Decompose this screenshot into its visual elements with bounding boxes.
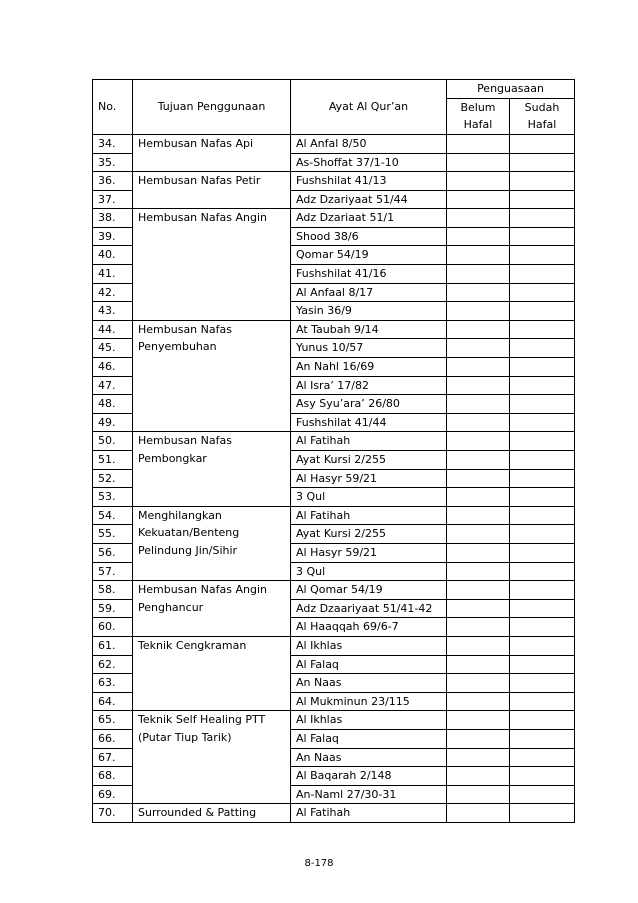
not-memorized-cell[interactable] — [447, 320, 510, 339]
row-number: 35. — [93, 153, 133, 172]
row-number: 61. — [93, 636, 133, 655]
row-number: 45. — [93, 339, 133, 358]
not-memorized-cell[interactable] — [447, 209, 510, 228]
purpose-cell — [133, 506, 291, 580]
memorized-cell[interactable] — [510, 711, 575, 730]
purpose-line: Penyembuhan — [138, 340, 217, 354]
table-row — [93, 172, 575, 191]
verse-cell: Ayat Kursi 2/255 — [291, 525, 447, 544]
row-number: 40. — [93, 246, 133, 265]
row-number: 64. — [93, 692, 133, 711]
memorized-cell[interactable] — [510, 283, 575, 302]
memorized-cell[interactable] — [510, 134, 575, 153]
row-number: 43. — [93, 302, 133, 321]
row-number: 48. — [93, 395, 133, 414]
table-row — [93, 506, 575, 525]
not-memorized-cell[interactable] — [447, 599, 510, 618]
verse-cell: Yasin 36/9 — [291, 302, 447, 321]
memorized-cell[interactable] — [510, 525, 575, 544]
verse-cell: Al Hasyr 59/21 — [291, 469, 447, 488]
verse-cell: 3 Qul — [291, 562, 447, 581]
table-row — [93, 209, 575, 228]
purpose-line: Hembusan Nafas — [138, 322, 232, 336]
memorized-cell[interactable] — [510, 767, 575, 786]
memorized-cell[interactable] — [510, 804, 575, 823]
not-memorized-cell[interactable] — [447, 227, 510, 246]
not-memorized-cell[interactable] — [447, 748, 510, 767]
memorization-table — [92, 79, 575, 823]
verse-cell: 3 Qul — [291, 488, 447, 507]
purpose-cell — [133, 711, 291, 804]
row-number: 55. — [93, 525, 133, 544]
row-number: 38. — [93, 209, 133, 228]
not-memorized-cell[interactable] — [447, 506, 510, 525]
header-purpose: Tujuan Penggunaan — [133, 80, 291, 135]
header-verse: Ayat Al Qur’an — [291, 80, 447, 135]
not-memorized-cell[interactable] — [447, 655, 510, 674]
row-number: 58. — [93, 581, 133, 600]
verse-cell: Al Fatihah — [291, 432, 447, 451]
purpose-line: Hembusan Nafas Angin — [138, 583, 267, 597]
memorized-cell[interactable] — [510, 265, 575, 284]
memorized-cell[interactable] — [510, 413, 575, 432]
memorized-cell[interactable] — [510, 692, 575, 711]
row-number: 66. — [93, 729, 133, 748]
memorized-cell[interactable] — [510, 655, 575, 674]
row-number: 50. — [93, 432, 133, 451]
not-memorized-cell[interactable] — [447, 246, 510, 265]
row-number: 62. — [93, 655, 133, 674]
verse-cell: Yunus 10/57 — [291, 339, 447, 358]
verse-cell: Al Haaqqah 69/6-7 — [291, 618, 447, 637]
memorized-cell[interactable] — [510, 432, 575, 451]
not-memorized-cell[interactable] — [447, 674, 510, 693]
verse-cell: Al Ikhlas — [291, 636, 447, 655]
verse-cell: Asy Syu’ara’ 26/80 — [291, 395, 447, 414]
memorized-cell[interactable] — [510, 246, 575, 265]
header-not-memorized: Belum — [447, 99, 510, 117]
verse-cell: Al Fatihah — [291, 506, 447, 525]
purpose-line: Menghilangkan — [138, 508, 222, 522]
verse-cell: Al Isra’ 17/82 — [291, 376, 447, 395]
not-memorized-cell[interactable] — [447, 302, 510, 321]
purpose-line: Pelindung Jin/Sihir — [138, 543, 238, 557]
purpose-cell — [133, 804, 291, 823]
verse-cell: Al Anfaal 8/17 — [291, 283, 447, 302]
not-memorized-cell[interactable] — [447, 525, 510, 544]
table-row — [93, 711, 575, 730]
verse-cell: Adz Dzariyaat 51/44 — [291, 190, 447, 209]
not-memorized-cell[interactable] — [447, 488, 510, 507]
page-number: 8-178 — [304, 858, 334, 869]
row-number: 59. — [93, 599, 133, 618]
memorized-cell[interactable] — [510, 543, 575, 562]
header-memorized: Sudah — [510, 99, 575, 117]
row-number: 68. — [93, 767, 133, 786]
purpose-line: Hembusan Nafas Api — [138, 136, 254, 150]
not-memorized-cell[interactable] — [447, 283, 510, 302]
not-memorized-cell[interactable] — [447, 767, 510, 786]
verse-cell: Al Anfal 8/50 — [291, 134, 447, 153]
verse-cell: Al Mukminun 23/115 — [291, 692, 447, 711]
purpose-cell — [133, 172, 291, 209]
header-mastery: Penguasaan — [447, 80, 575, 99]
memorized-cell[interactable] — [510, 172, 575, 191]
memorized-cell[interactable] — [510, 469, 575, 488]
memorized-cell[interactable] — [510, 506, 575, 525]
memorized-cell[interactable] — [510, 581, 575, 600]
memorized-cell[interactable] — [510, 376, 575, 395]
memorized-cell[interactable] — [510, 190, 575, 209]
row-number: 37. — [93, 190, 133, 209]
row-number: 47. — [93, 376, 133, 395]
row-number: 69. — [93, 785, 133, 804]
memorized-cell[interactable] — [510, 153, 575, 172]
not-memorized-cell[interactable] — [447, 451, 510, 470]
not-memorized-cell[interactable] — [447, 711, 510, 730]
memorized-cell[interactable] — [510, 785, 575, 804]
not-memorized-cell[interactable] — [447, 190, 510, 209]
row-number: 41. — [93, 265, 133, 284]
verse-cell: An Naas — [291, 674, 447, 693]
purpose-line: Teknik Cengkraman — [138, 638, 247, 652]
row-number: 56. — [93, 543, 133, 562]
purpose-cell — [133, 636, 291, 710]
verse-cell: Fushshilat 41/16 — [291, 265, 447, 284]
row-number: 57. — [93, 562, 133, 581]
memorized-cell[interactable] — [510, 320, 575, 339]
not-memorized-cell[interactable] — [447, 153, 510, 172]
row-number: 60. — [93, 618, 133, 637]
not-memorized-cell[interactable] — [447, 618, 510, 637]
memorized-cell[interactable] — [510, 339, 575, 358]
verse-cell: Al Hasyr 59/21 — [291, 543, 447, 562]
verse-cell: Shood 38/6 — [291, 227, 447, 246]
verse-cell: Fushshilat 41/44 — [291, 413, 447, 432]
row-number: 67. — [93, 748, 133, 767]
row-number: 51. — [93, 451, 133, 470]
table-row — [93, 804, 575, 823]
not-memorized-cell[interactable] — [447, 395, 510, 414]
verse-cell: Qomar 54/19 — [291, 246, 447, 265]
row-number: 49. — [93, 413, 133, 432]
table-row — [93, 636, 575, 655]
purpose-line: Teknik Self Healing PTT — [138, 713, 266, 727]
memorized-cell[interactable] — [510, 488, 575, 507]
row-number: 39. — [93, 227, 133, 246]
memorized-cell[interactable] — [510, 395, 575, 414]
row-number: 65. — [93, 711, 133, 730]
memorized-cell[interactable] — [510, 599, 575, 618]
verse-cell: An-Naml 27/30-31 — [291, 785, 447, 804]
purpose-line: Surrounded & Patting — [138, 806, 257, 820]
not-memorized-cell[interactable] — [447, 543, 510, 562]
memorized-cell[interactable] — [510, 729, 575, 748]
not-memorized-cell[interactable] — [447, 358, 510, 377]
verse-cell: At Taubah 9/14 — [291, 320, 447, 339]
not-memorized-cell[interactable] — [447, 376, 510, 395]
row-number: 63. — [93, 674, 133, 693]
verse-cell: An Naas — [291, 748, 447, 767]
table-body — [93, 134, 575, 822]
verse-cell: Adz Dzaariyaat 51/41-42 — [291, 599, 447, 618]
purpose-cell — [133, 134, 291, 171]
verse-cell: Al Qomar 54/19 — [291, 581, 447, 600]
purpose-line: Penghancur — [138, 600, 204, 614]
verse-cell: Al Ikhlas — [291, 711, 447, 730]
verse-cell: Ayat Kursi 2/255 — [291, 451, 447, 470]
verse-cell: Al Fatihah — [291, 804, 447, 823]
row-number: 53. — [93, 488, 133, 507]
header-no: No. — [93, 80, 133, 135]
purpose-line: Hembusan Nafas Angin — [138, 211, 267, 225]
verse-cell: An Nahl 16/69 — [291, 358, 447, 377]
verse-cell: Fushshilat 41/13 — [291, 172, 447, 191]
not-memorized-cell[interactable] — [447, 469, 510, 488]
not-memorized-cell[interactable] — [447, 413, 510, 432]
not-memorized-cell[interactable] — [447, 339, 510, 358]
header-memorized-2: Hafal — [510, 116, 575, 134]
memorized-cell[interactable] — [510, 618, 575, 637]
not-memorized-cell[interactable] — [447, 785, 510, 804]
row-number: 52. — [93, 469, 133, 488]
row-number: 54. — [93, 506, 133, 525]
verse-cell: Adz Dzariaat 51/1 — [291, 209, 447, 228]
purpose-cell — [133, 432, 291, 506]
memorized-cell[interactable] — [510, 674, 575, 693]
purpose-line: Hembusan Nafas Petir — [138, 174, 261, 188]
memorized-cell[interactable] — [510, 562, 575, 581]
memorized-cell[interactable] — [510, 302, 575, 321]
row-number: 44. — [93, 320, 133, 339]
table-header — [93, 80, 575, 135]
verse-cell: Al Baqarah 2/148 — [291, 767, 447, 786]
memorized-cell[interactable] — [510, 209, 575, 228]
purpose-line: Kekuatan/Benteng — [138, 526, 240, 540]
purpose-cell — [133, 320, 291, 432]
not-memorized-cell[interactable] — [447, 804, 510, 823]
row-number: 46. — [93, 358, 133, 377]
not-memorized-cell[interactable] — [447, 562, 510, 581]
verse-cell: Al Falaq — [291, 655, 447, 674]
purpose-cell — [133, 209, 291, 321]
verse-cell: As-Shoffat 37/1-10 — [291, 153, 447, 172]
row-number: 42. — [93, 283, 133, 302]
not-memorized-cell[interactable] — [447, 172, 510, 191]
memorized-cell[interactable] — [510, 451, 575, 470]
not-memorized-cell[interactable] — [447, 265, 510, 284]
row-number: 36. — [93, 172, 133, 191]
memorized-cell[interactable] — [510, 358, 575, 377]
row-number: 34. — [93, 134, 133, 153]
table-row — [93, 320, 575, 339]
verse-cell: Al Falaq — [291, 729, 447, 748]
not-memorized-cell[interactable] — [447, 729, 510, 748]
not-memorized-cell[interactable] — [447, 636, 510, 655]
purpose-cell — [133, 581, 291, 637]
not-memorized-cell[interactable] — [447, 134, 510, 153]
not-memorized-cell[interactable] — [447, 432, 510, 451]
table-row — [93, 432, 575, 451]
not-memorized-cell[interactable] — [447, 581, 510, 600]
memorized-cell[interactable] — [510, 748, 575, 767]
header-not-memorized-2: Hafal — [447, 116, 510, 134]
purpose-line: Pembongkar — [138, 451, 207, 465]
row-number: 70. — [93, 804, 133, 823]
table-row — [93, 581, 575, 600]
table-row — [93, 134, 575, 153]
memorized-cell[interactable] — [510, 636, 575, 655]
purpose-line: Hembusan Nafas — [138, 434, 232, 448]
purpose-line: (Putar Tiup Tarik) — [138, 730, 232, 744]
not-memorized-cell[interactable] — [447, 692, 510, 711]
memorized-cell[interactable] — [510, 227, 575, 246]
